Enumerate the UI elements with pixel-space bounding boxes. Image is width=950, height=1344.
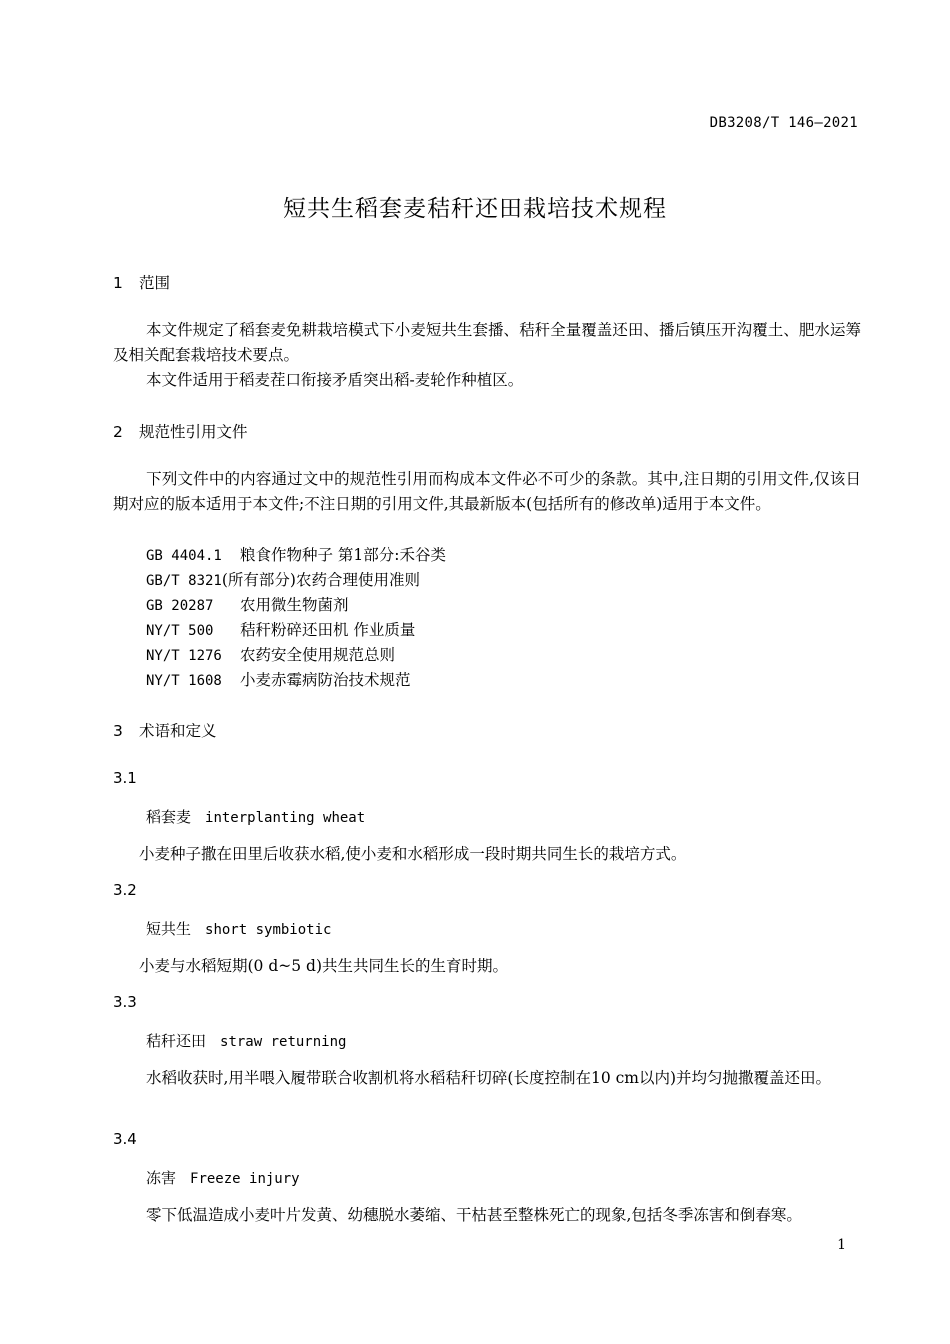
reference-item [146,543,446,565]
reference-item [146,668,411,690]
term-en: short symbiotic [205,922,332,938]
document-code: DB3208/T 146—2021 [709,115,858,131]
term-zh: 冻害 [146,1169,177,1187]
reference-item [146,643,395,665]
term-en: interplanting wheat [205,810,366,826]
reference-title: 粮食作物种子 第1部分:禾谷类 [240,546,447,564]
reference-code: NY/T 1276 [146,648,222,664]
document-title: 短共生稻套麦秸秆还田栽培技术规程 [283,196,667,222]
term-heading [146,918,331,939]
term-heading [146,1030,346,1051]
reference-code: GB 4404.1 [146,548,222,564]
term-number: 3.4 [113,1130,137,1148]
term-definition: 零下低温造成小麦叶片发黄、幼穗脱水萎缩、干枯甚至整株死亡的现象,包括冬季冻害和倒春寒。 [146,1206,802,1224]
term-en: straw returning [220,1034,347,1050]
term-zh: 秸秆还田 [146,1032,207,1050]
term-definition-paragraph [113,1203,861,1228]
reference-item [146,618,415,640]
term-number: 3.2 [113,881,137,899]
term-zh: 短共生 [146,920,192,938]
term-definition: 小麦与水稻短期(0 d~5 d)共生共同生长的生育时期。 [139,957,509,975]
reference-title: (所有部分)农药合理使用准则 [221,571,420,589]
section-title: 范围 [139,274,171,292]
reference-title: 农用微生物菌剂 [240,596,349,614]
term-heading [146,806,365,827]
section-3-heading [113,719,217,741]
reference-code: GB 20287 [146,598,214,614]
reference-item [146,568,420,590]
section-1-heading [113,271,170,293]
term-number: 3.1 [113,769,137,787]
term-definition: 小麦种子撒在田里后收获水稻,使小麦和水稻形成一段时期共同生长的栽培方式。 [139,845,687,863]
page-number: 1 [837,1237,846,1253]
term-heading [146,1167,300,1188]
references-intro-paragraph [113,467,861,517]
term-zh: 稻套麦 [146,808,192,826]
term-number: 3.3 [113,993,137,1011]
section-title: 规范性引用文件 [139,423,248,441]
scope-text-1: 本文件规定了稻套麦免耕栽培模式下小麦短共生套播、秸秆全量覆盖还田、播后镇压开沟覆土、肥水运筹及相关配套栽培技术要点。 [113,321,861,364]
scope-text-2: 本文件适用于稻麦茬口衔接矛盾突出稻-麦轮作种植区。 [146,371,524,389]
reference-item [146,593,349,615]
reference-title: 小麦赤霉病防治技术规范 [240,671,411,689]
section-number: 3 [113,722,123,740]
reference-code: NY/T 1608 [146,673,222,689]
section-number: 2 [113,423,123,441]
reference-title: 秸秆粉碎还田机 作业质量 [240,621,416,639]
reference-title: 农药安全使用规范总则 [240,646,396,664]
scope-paragraph-2 [113,368,861,393]
scope-paragraph-1 [113,318,861,368]
term-definition-paragraph [113,1066,861,1091]
reference-code: GB/T 8321 [146,573,222,589]
reference-code: NY/T 500 [146,623,214,639]
section-title: 术语和定义 [139,722,217,740]
term-en: Freeze injury [190,1171,300,1187]
section-2-heading [113,420,248,442]
references-intro-text: 下列文件中的内容通过文中的规范性引用而构成本文件必不可少的条款。其中,注日期的引用文件,仅该日期对应的版本适用于本文件;不注日期的引用文件,其最新版本(包括所有的修改单)适用于本文件。 [113,470,861,513]
term-definition: 水稻收获时,用半喂入履带联合收割机将水稻秸秆切碎(长度控制在10 cm以内)并均匀抛撒覆盖还田。 [146,1069,832,1087]
section-number: 1 [113,274,123,292]
